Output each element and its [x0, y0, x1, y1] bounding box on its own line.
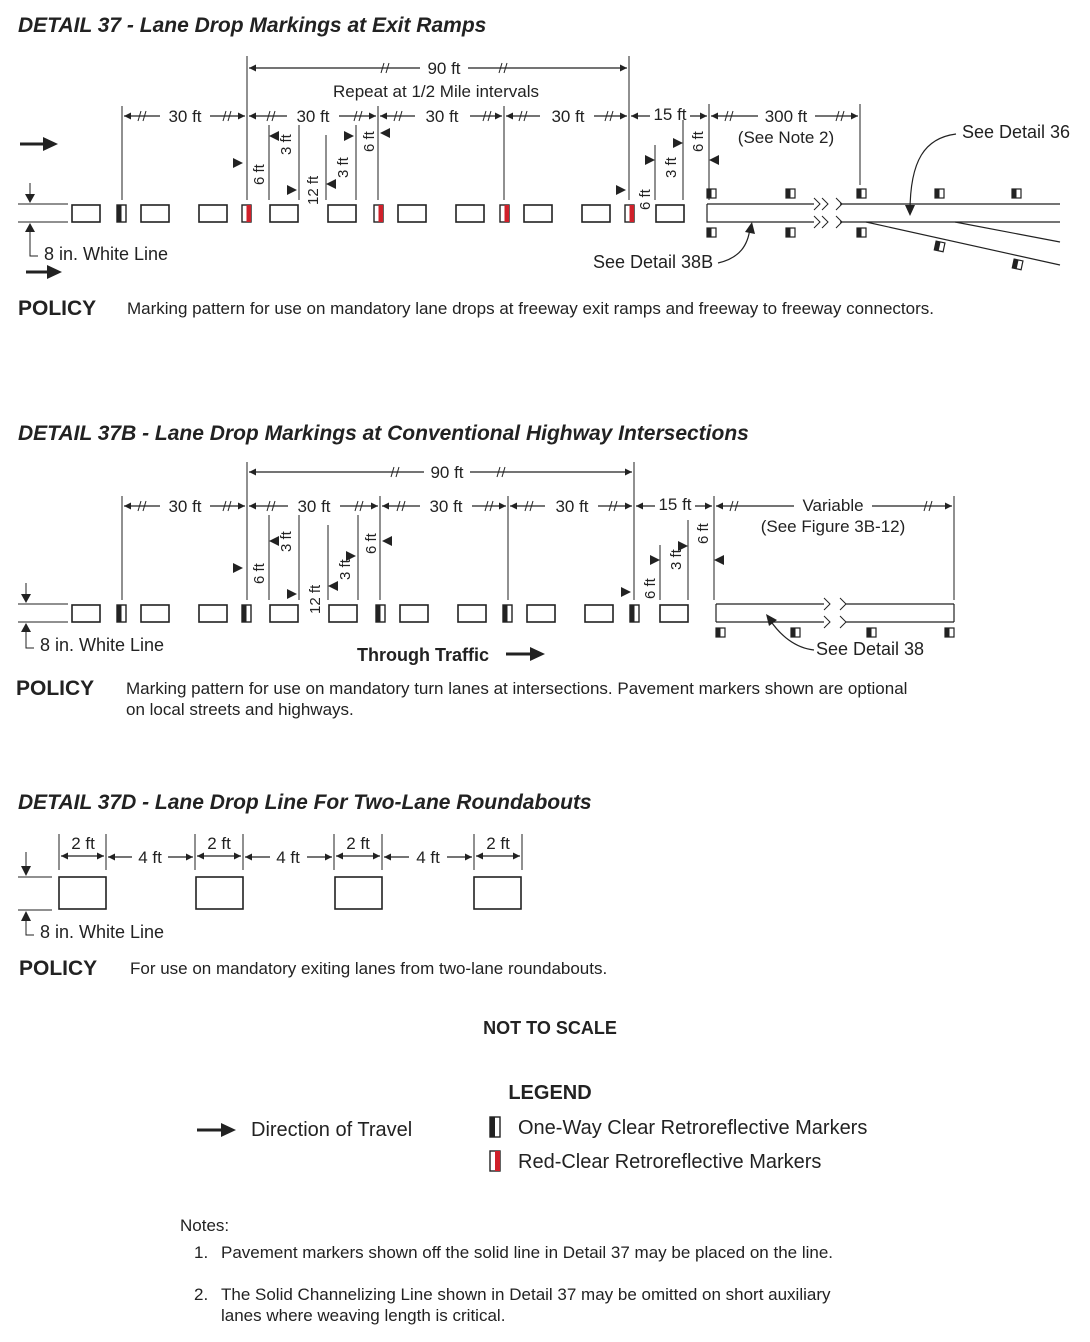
detail-37-dim-30-b: 30 ft	[296, 107, 330, 126]
direction-arrow-icon	[26, 265, 62, 279]
one-way-clear-marker	[503, 605, 512, 622]
detail-37-policy-text: Marking pattern for use on mandatory lane drops at freeway exit ramps and freeway to freeway connectors.	[127, 299, 934, 318]
detail-37d-white-line-label: 8 in. White Line	[40, 922, 165, 942]
one-way-clear-marker	[945, 628, 954, 637]
one-way-clear-marker	[1012, 189, 1021, 198]
detail-37d-dim-4-c: 4 ft	[416, 848, 440, 867]
detail-37-dim-3-b: 3 ft	[335, 157, 352, 178]
note-2-line-2: lanes where weaving length is critical.	[221, 1306, 506, 1325]
detail-37b-dim-12: 12 ft	[307, 584, 324, 614]
one-way-clear-marker	[117, 605, 126, 622]
detail-37b-dim-3-a: 3 ft	[278, 531, 295, 552]
one-way-clear-marker	[935, 189, 944, 198]
detail-37b-dim-30-d: 30 ft	[555, 497, 589, 516]
detail-37d-dim-4-b: 4 ft	[276, 848, 300, 867]
detail-37-see-note-2: (See Note 2)	[737, 128, 835, 147]
detail-37b-dim-3-c: 3 ft	[668, 549, 685, 570]
detail-37b-dim-3-b: 3 ft	[337, 559, 354, 580]
one-way-clear-marker	[786, 228, 795, 237]
red-clear-marker	[374, 205, 383, 222]
detail-37d-dim-2-b: 2 ft	[207, 834, 231, 853]
one-way-clear-marker	[857, 228, 866, 237]
detail-37d-dim-2-d: 2 ft	[486, 834, 510, 853]
detail-37-see-detail-38b: See Detail 38B	[593, 252, 714, 272]
detail-37b-see-detail-38: See Detail 38	[816, 639, 925, 659]
detail-37-dim-3-a: 3 ft	[278, 134, 295, 155]
detail-37b-dim-15: 15 ft	[658, 495, 692, 514]
detail-37d-dim-2-a: 2 ft	[71, 834, 95, 853]
one-way-clear-marker	[857, 189, 866, 198]
one-way-clear-marker	[242, 605, 251, 622]
detail-37-dim-12: 12 ft	[305, 175, 322, 205]
detail-37	[18, 14, 1070, 320]
detail-37-dim-6-c: 6 ft	[637, 189, 654, 210]
red-clear-marker	[500, 205, 509, 222]
legend-direction-label: Direction of Travel	[251, 1119, 413, 1141]
detail-37b-policy-label: POLICY	[16, 677, 95, 700]
detail-37-title: DETAIL 37 - Lane Drop Markings at Exit Ramps	[18, 14, 487, 37]
detail-37d	[18, 791, 607, 980]
direction-arrow-icon	[197, 1123, 236, 1137]
one-way-clear-marker	[716, 628, 725, 637]
detail-37-dim-90: 90 ft	[427, 59, 461, 78]
detail-37b-dim-90: 90 ft	[430, 463, 464, 482]
detail-37-dim-30-a: 30 ft	[168, 107, 202, 126]
direction-arrow-icon	[506, 647, 545, 661]
detail-37-dim-15: 15 ft	[653, 105, 687, 124]
detail-37-see-detail-36: See Detail 36	[962, 122, 1071, 142]
detail-37b-dim-6-a: 6 ft	[251, 563, 268, 584]
detail-37b-dim-30-c: 30 ft	[429, 497, 463, 516]
detail-37b-policy-text-2: on local streets and highways.	[126, 700, 354, 719]
detail-37b-dim-30-b: 30 ft	[297, 497, 331, 516]
one-way-clear-marker	[707, 189, 716, 198]
one-way-clear-marker	[791, 628, 800, 637]
detail-37-dim-30-c: 30 ft	[425, 107, 459, 126]
note-2-line-1: The Solid Channelizing Line shown in Detail 37 may be omitted on short auxiliary	[221, 1285, 831, 1304]
detail-37-dim-3-c: 3 ft	[663, 157, 680, 178]
detail-37d-policy-text: For use on mandatory exiting lanes from two-lane roundabouts.	[130, 959, 608, 978]
red-clear-marker-icon	[490, 1151, 500, 1171]
one-way-clear-marker	[630, 605, 639, 622]
legend	[197, 1082, 867, 1173]
one-way-clear-marker	[117, 205, 126, 222]
detail-37b-variable: Variable	[802, 496, 864, 515]
detail-37b-title: DETAIL 37B - Lane Drop Markings at Conventional Highway Intersections	[18, 422, 749, 445]
detail-37-dim-6-d: 6 ft	[690, 131, 707, 152]
red-clear-marker	[625, 205, 634, 222]
detail-37b-dim-6-b: 6 ft	[363, 533, 380, 554]
one-way-clear-marker	[786, 189, 795, 198]
note-2-number: 2.	[194, 1285, 209, 1304]
detail-37-dim-30-d: 30 ft	[551, 107, 585, 126]
notes-heading: Notes:	[180, 1216, 230, 1235]
detail-37b-dim-30-a: 30 ft	[168, 497, 202, 516]
detail-37-policy-label: POLICY	[18, 297, 97, 320]
one-way-clear-marker	[1012, 259, 1023, 270]
detail-37d-title: DETAIL 37D - Lane Drop Line For Two-Lane Roundabouts	[18, 791, 592, 814]
detail-37-dim-6-a: 6 ft	[251, 164, 268, 185]
one-way-clear-marker-icon	[490, 1117, 500, 1137]
note-1-number: 1.	[194, 1243, 209, 1262]
one-way-clear-marker	[934, 241, 945, 252]
detail-37-dim-6-b: 6 ft	[361, 131, 378, 152]
detail-37b-dim-6-d: 6 ft	[695, 523, 712, 544]
detail-37-dim-300: 300 ft	[764, 107, 808, 126]
one-way-clear-marker	[376, 605, 385, 622]
red-clear-marker	[242, 205, 251, 222]
detail-37d-dim-4-a: 4 ft	[138, 848, 162, 867]
detail-37-repeat-note: Repeat at 1/2 Mile intervals	[333, 82, 539, 101]
notes	[180, 1216, 833, 1325]
not-to-scale: NOT TO SCALE	[483, 1018, 617, 1038]
legend-title: LEGEND	[508, 1082, 592, 1104]
detail-37b-dim-6-c: 6 ft	[642, 578, 659, 599]
detail-37d-policy-label: POLICY	[19, 957, 98, 980]
detail-37b-policy-text-1: Marking pattern for use on mandatory turn lanes at intersections. Pavement markers shown are optional	[126, 679, 908, 698]
detail-37b	[16, 422, 954, 719]
detail-37b-see-figure: (See Figure 3B-12)	[760, 517, 906, 536]
one-way-clear-marker	[707, 228, 716, 237]
detail-37d-dim-2-c: 2 ft	[346, 834, 370, 853]
detail-37d-dashes	[59, 877, 521, 909]
legend-one-way-label: One-Way Clear Retroreflective Markers	[518, 1117, 868, 1139]
through-traffic-label: Through Traffic	[357, 645, 489, 665]
note-1: Pavement markers shown off the solid line in Detail 37 may be placed on the line.	[221, 1243, 834, 1262]
detail-37b-white-line-label: 8 in. White Line	[40, 635, 165, 655]
detail-37-white-line-label: 8 in. White Line	[44, 244, 169, 264]
legend-red-clear-label: Red-Clear Retroreflective Markers	[518, 1151, 822, 1173]
direction-arrow-icon	[20, 137, 58, 151]
one-way-clear-marker	[867, 628, 876, 637]
